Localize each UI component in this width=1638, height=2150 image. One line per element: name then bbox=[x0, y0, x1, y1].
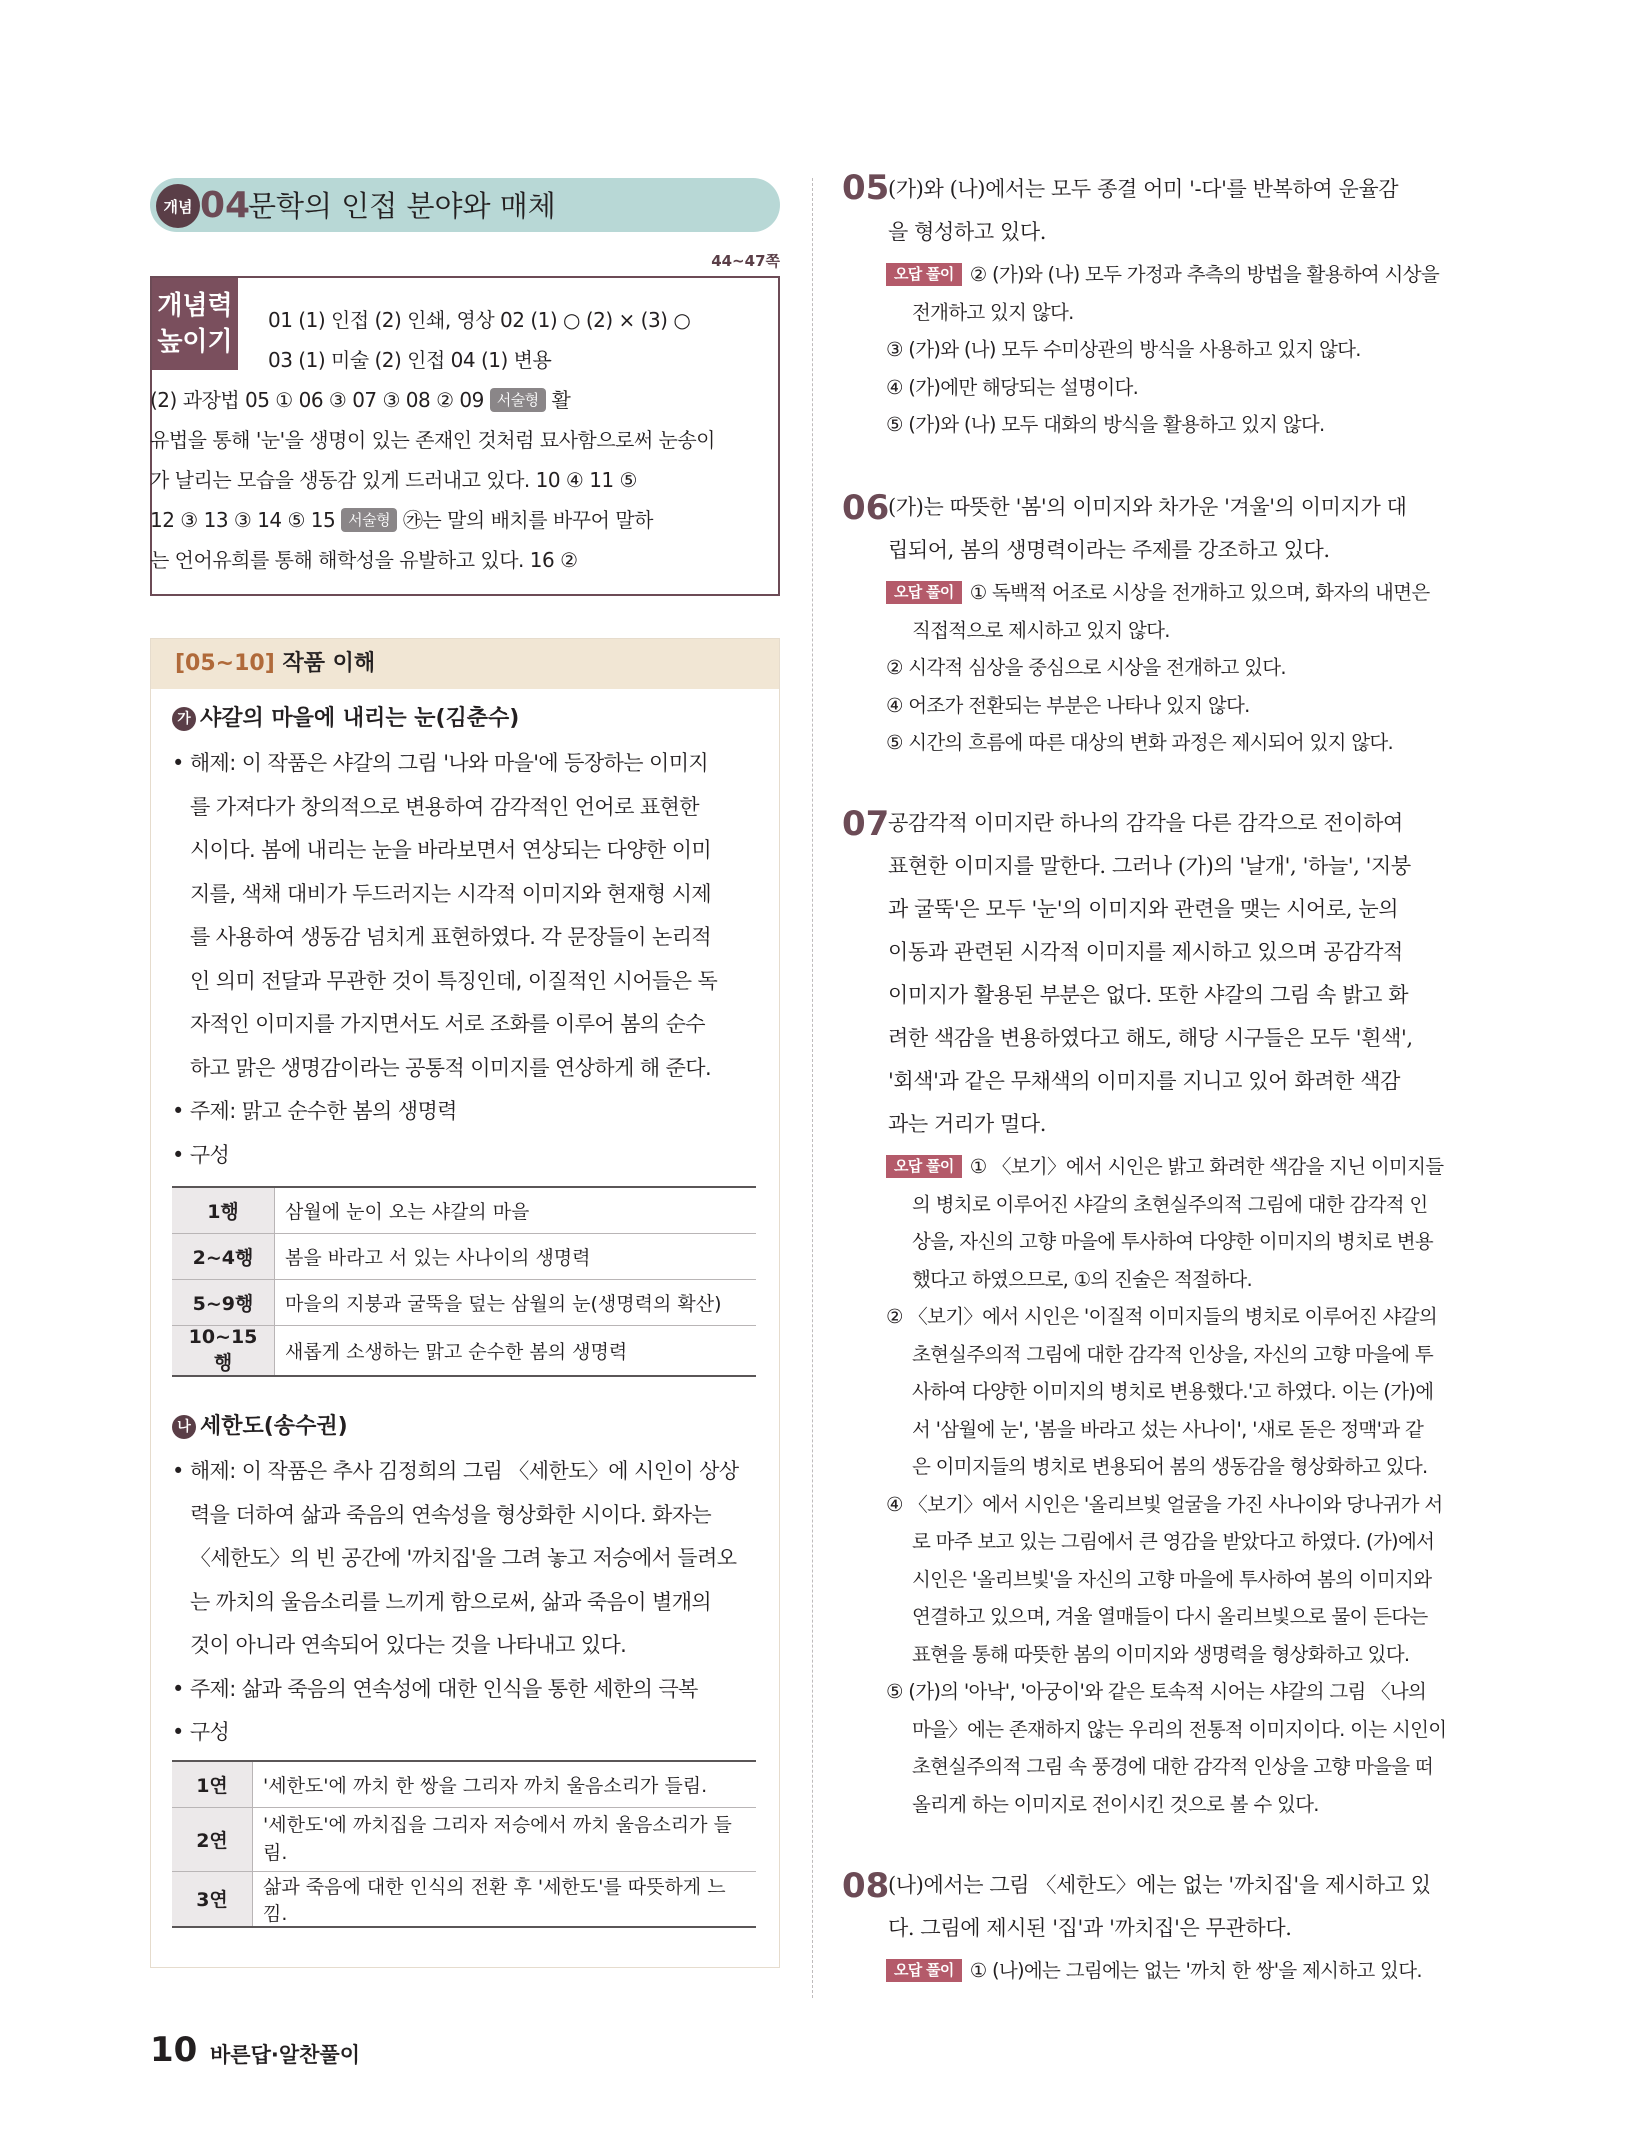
question-08-body bbox=[888, 1864, 1431, 1950]
note-line bbox=[886, 1148, 1446, 1186]
note-line: 서 '삼월에 눈', '봄을 바라고 섰는 사나이', '새로 돋은 정맥'과 같 bbox=[912, 1417, 1424, 1441]
body-line: 〈세한도〉의 빈 공간에 '까치집'을 그려 놓고 저승에서 들려오 bbox=[190, 1546, 737, 1570]
body-line: • 해제: 이 작품은 샤갈의 그림 '나와 마을'에 등장하는 이미지 bbox=[172, 751, 709, 775]
work1-body bbox=[172, 742, 717, 1177]
analysis-title: 작품 이해 bbox=[282, 651, 376, 676]
note-line: 표현을 통해 따뜻한 봄의 이미지와 생명력을 형상화하고 있다. bbox=[912, 1642, 1410, 1666]
note-line bbox=[886, 574, 1429, 612]
unit-title: 문학의 인접 분야와 매체 bbox=[248, 189, 556, 223]
work-title bbox=[172, 1410, 348, 1444]
row-text: 삼월에 눈이 오는 샤갈의 마을 bbox=[275, 1187, 757, 1233]
note-line: 전개하고 있지 않다. bbox=[912, 300, 1074, 324]
row-label: 3연 bbox=[172, 1871, 253, 1927]
work-title-text: 세한도(송수권) bbox=[200, 1414, 348, 1439]
row-text: '세한도'에 까치집을 그리자 저승에서 까치 울음소리가 들림. bbox=[253, 1807, 757, 1871]
row-label: 2~4행 bbox=[172, 1233, 275, 1279]
table-row bbox=[172, 1279, 756, 1325]
note-line: ⑤ (가)와 (나) 모두 대화의 방식을 활용하고 있지 않다. bbox=[886, 413, 1325, 436]
question-06-body bbox=[888, 486, 1407, 572]
question-number: 07 bbox=[842, 804, 890, 844]
work-title-text: 샤갈의 마을에 내리는 눈(김춘수) bbox=[200, 706, 520, 731]
body-line: 를 사용하여 생동감 넘치게 표현하였다. 각 문장들이 논리적 bbox=[190, 925, 712, 949]
question-07-body bbox=[888, 802, 1413, 1146]
table-row bbox=[172, 1325, 756, 1376]
body-line: 력을 더하여 삶과 죽음의 연속성을 형상화한 시이다. 화자는 bbox=[190, 1502, 712, 1527]
wrong-answer-badge: 오답 풀이 bbox=[886, 263, 962, 286]
question-line: (가)와 (나)에서는 모두 종결 어미 '-다'를 반복하여 운율감 bbox=[888, 177, 1399, 201]
unit-badge: 개념 bbox=[156, 184, 200, 228]
answer-line-text: ㉮는 말의 배치를 바꾸어 말하 bbox=[402, 508, 653, 532]
answer-line-text: 활 bbox=[551, 388, 571, 412]
work-title bbox=[172, 702, 519, 736]
answer-label-line1: 개념력 bbox=[157, 291, 233, 321]
table-row bbox=[172, 1871, 756, 1927]
note-text: ① 독백적 어조로 시상을 전개하고 있으며, 화자의 내면은 bbox=[969, 581, 1430, 604]
unit-number: 04 bbox=[200, 185, 251, 226]
note-line: 초현실주의적 그림에 대한 감각적 인상을, 자신의 고향 마을에 투 bbox=[912, 1342, 1434, 1366]
answer-line-text: 12 ③ 13 ③ 14 ⑤ 15 bbox=[150, 508, 336, 532]
essay-badge: 서술형 bbox=[341, 508, 397, 532]
note-line: ④ 어조가 전환되는 부분은 나타나 있지 않다. bbox=[886, 693, 1250, 717]
structure-table bbox=[172, 1760, 756, 1928]
question-line: (가)는 따뜻한 '봄'의 이미지와 차가운 '겨울'의 이미지가 대 bbox=[888, 495, 1407, 519]
table-row bbox=[172, 1233, 756, 1279]
question-line: 표현한 이미지를 말한다. 그러나 (가)의 '날개', '하늘', '지붕 bbox=[888, 854, 1411, 878]
note-line: 로 마주 보고 있는 그림에서 큰 영감을 받았다고 하였다. (가)에서 bbox=[912, 1530, 1435, 1553]
wrong-answer-notes bbox=[886, 1952, 1422, 1990]
page-range: 44~47쪽 bbox=[711, 252, 780, 270]
structure-label: • 구성 bbox=[172, 1142, 230, 1167]
theme-line: • 주제: 맑고 순수한 봄의 생명력 bbox=[172, 1099, 457, 1123]
answer-line: 03 (1) 미술 (2) 인접 04 (1) 변용 bbox=[268, 348, 552, 372]
note-line: 마을〉에는 존재하지 않는 우리의 전통적 이미지이다. 이는 시인이 bbox=[912, 1717, 1447, 1741]
note-line: 직접적으로 제시하고 있지 않다. bbox=[912, 618, 1170, 642]
table-row bbox=[172, 1761, 756, 1807]
note-line: ⑤ (가)의 '아낙', '아궁이'와 같은 토속적 시어는 샤갈의 그림 〈나의 bbox=[886, 1680, 1427, 1703]
wrong-answer-badge: 오답 풀이 bbox=[886, 1959, 962, 1982]
wrong-answer-notes bbox=[886, 256, 1439, 444]
note-line: 은 이미지들의 병치로 변용되어 봄의 생동감을 형상화하고 있다. bbox=[912, 1455, 1428, 1478]
note-line bbox=[886, 256, 1439, 294]
question-line: 을 형성하고 있다. bbox=[888, 220, 1047, 244]
structure-label: • 구성 bbox=[172, 1720, 230, 1744]
answer-line: 01 (1) 인접 (2) 인쇄, 영상 02 (1) ○ (2) × (3) ○ bbox=[268, 308, 691, 332]
question-line: 다. 그림에 제시된 '집'과 '까치집'은 무관하다. bbox=[888, 1916, 1292, 1940]
table-row bbox=[172, 1187, 756, 1233]
question-line: 이미지가 활용된 부분은 없다. 또한 샤갈의 그림 속 밝고 화 bbox=[888, 983, 1409, 1007]
row-text: 마을의 지붕과 굴뚝을 덮는 삼월의 눈(생명력의 확산) bbox=[275, 1279, 757, 1325]
question-line: 립되어, 봄의 생명력이라는 주제를 강조하고 있다. bbox=[888, 538, 1330, 562]
body-line: 지를, 색채 대비가 두드러지는 시각적 이미지와 현재형 시제 bbox=[190, 881, 712, 906]
answer-line bbox=[150, 380, 570, 420]
row-text: 봄을 바라고 서 있는 사나이의 생명력 bbox=[275, 1233, 757, 1279]
answer-line-text: (2) 과장법 05 ① 06 ③ 07 ③ 08 ② 09 bbox=[150, 388, 484, 412]
page-number: 10 bbox=[150, 2030, 198, 2070]
question-05-body bbox=[888, 168, 1398, 254]
note-line: 연결하고 있으며, 겨울 열매들이 다시 올리브빛으로 물이 든다는 bbox=[912, 1605, 1428, 1628]
note-line: 올리게 하는 이미지로 전이시킨 것으로 볼 수 있다. bbox=[912, 1792, 1319, 1816]
wrong-answer-badge: 오답 풀이 bbox=[886, 1155, 962, 1178]
column-divider bbox=[812, 178, 813, 1998]
note-line: ④ (가)에만 해당되는 설명이다. bbox=[886, 375, 1139, 399]
row-label: 1연 bbox=[172, 1761, 253, 1807]
note-text: ① 〈보기〉에서 시인은 밝고 화려한 색감을 지닌 이미지들 bbox=[969, 1155, 1444, 1178]
answer-line: 유법을 통해 '눈'을 생명이 있는 존재인 것처럼 묘사함으로써 눈송이 bbox=[150, 428, 715, 452]
essay-badge: 서술형 bbox=[490, 388, 546, 412]
book-title: 바른답·알찬풀이 bbox=[210, 2043, 360, 2067]
question-number: 06 bbox=[842, 488, 890, 528]
body-line: 것이 아니라 연속되어 있다는 것을 나타내고 있다. bbox=[190, 1633, 627, 1657]
question-line: 공감각적 이미지란 하나의 감각을 다른 감각으로 전이하여 bbox=[888, 811, 1403, 835]
note-line: ② 〈보기〉에서 시인은 '이질적 이미지들의 병치로 이루어진 샤갈의 bbox=[886, 1305, 1437, 1328]
body-line: 시이다. 봄에 내리는 눈을 바라보면서 연상되는 다양한 이미 bbox=[190, 838, 712, 862]
question-number: 08 bbox=[842, 1866, 890, 1906]
analysis-range: [05~10] bbox=[175, 651, 275, 676]
note-line bbox=[886, 1952, 1422, 1990]
wrong-answer-badge: 오답 풀이 bbox=[886, 581, 962, 604]
body-line: 자적인 이미지를 가지면서도 서로 조화를 이루어 봄의 순수 bbox=[190, 1012, 705, 1036]
note-line: 의 병치로 이루어진 샤갈의 초현실주의적 그림에 대한 감각적 인 bbox=[912, 1192, 1428, 1216]
table-row bbox=[172, 1807, 756, 1871]
note-line: ⑤ 시간의 흐름에 따른 대상의 변화 과정은 제시되어 있지 않다. bbox=[886, 731, 1394, 754]
row-text: '세한도'에 까치 한 쌍을 그리자 까치 울음소리가 들림. bbox=[253, 1761, 757, 1807]
question-line: 과 굴뚝'은 모두 '눈'의 이미지와 관련을 맺는 시어로, 눈의 bbox=[888, 897, 1399, 921]
body-line: 하고 맑은 생명감이라는 공통적 이미지를 연상하게 해 준다. bbox=[190, 1055, 712, 1080]
work2-body bbox=[172, 1450, 739, 1755]
note-text: ① (나)에는 그림에는 없는 '까치 한 쌍'을 제시하고 있다. bbox=[969, 1959, 1422, 1982]
row-text: 삶과 죽음에 대한 인식의 전환 후 '세한도'를 따뜻하게 느낌. bbox=[253, 1871, 757, 1927]
note-line: ③ (가)와 (나) 모두 수미상관의 방식을 사용하고 있지 않다. bbox=[886, 338, 1361, 361]
row-text: 새롭게 소생하는 맑고 순수한 봄의 생명력 bbox=[275, 1325, 757, 1376]
body-line: 를 가져다가 창의적으로 변용하여 감각적인 언어로 표현한 bbox=[190, 794, 699, 819]
note-line: 시인은 '올리브빛'을 자신의 고향 마을에 투사하여 봄의 이미지와 bbox=[912, 1567, 1432, 1591]
note-line: ② 시각적 심상을 중심으로 시상을 전개하고 있다. bbox=[886, 656, 1286, 679]
note-text: ② (가)와 (나) 모두 가정과 추측의 방법을 활용하여 시상을 bbox=[969, 263, 1439, 286]
question-line: (나)에서는 그림 〈세한도〉에는 없는 '까치집'을 제시하고 있 bbox=[888, 1873, 1431, 1897]
question-line: 이동과 관련된 시각적 이미지를 제시하고 있으며 공감각적 bbox=[888, 940, 1403, 964]
theme-line: • 주제: 삶과 죽음의 연속성에 대한 인식을 통한 세한의 극복 bbox=[172, 1676, 698, 1701]
wrong-answer-notes bbox=[886, 574, 1429, 762]
note-line: 상을, 자신의 고향 마을에 투사하여 다양한 이미지의 병치로 변용 bbox=[912, 1230, 1434, 1253]
row-label: 1행 bbox=[172, 1187, 275, 1233]
answer-line: 는 언어유희를 통해 해학성을 유발하고 있다. 16 ② bbox=[150, 548, 578, 572]
analysis-heading bbox=[175, 648, 375, 680]
note-line: ④ 〈보기〉에서 시인은 '올리브빛 얼굴을 가진 사나이와 당나귀가 서 bbox=[886, 1492, 1443, 1516]
question-line: 과는 거리가 멀다. bbox=[888, 1112, 1047, 1136]
answer-label-line2: 높이기 bbox=[157, 327, 233, 357]
note-line: 초현실주의적 그림 속 풍경에 대한 감각적 인상을 고향 마을을 떠 bbox=[912, 1755, 1434, 1778]
circle-mark-na: 나 bbox=[172, 1415, 196, 1439]
answer-line: 가 날리는 모습을 생동감 있게 드러내고 있다. 10 ④ 11 ⑤ bbox=[150, 468, 637, 492]
note-line: 사하여 다양한 이미지의 병치로 변용했다.'고 하였다. 이는 (가)에 bbox=[912, 1380, 1434, 1403]
body-line: • 해제: 이 작품은 추사 김정희의 그림 〈세한도〉에 시인이 상상 bbox=[172, 1459, 739, 1483]
row-label: 2연 bbox=[172, 1807, 253, 1871]
answer-box-label bbox=[152, 278, 238, 370]
wrong-answer-notes bbox=[886, 1148, 1446, 1823]
answer-line bbox=[150, 500, 653, 540]
note-line: 했다고 하였으므로, ①의 진술은 적절하다. bbox=[912, 1267, 1252, 1291]
row-label: 10~15행 bbox=[172, 1325, 275, 1376]
question-number: 05 bbox=[842, 168, 890, 208]
row-label: 5~9행 bbox=[172, 1279, 275, 1325]
question-line: '회색'과 같은 무채색의 이미지를 지니고 있어 화려한 색감 bbox=[888, 1069, 1401, 1093]
question-line: 려한 색감을 변용하였다고 해도, 해당 시구들은 모두 '흰색', bbox=[888, 1026, 1413, 1050]
circle-mark-ga: 가 bbox=[172, 707, 196, 731]
body-line: 인 의미 전달과 무관한 것이 특징인데, 이질적인 시어들은 독 bbox=[190, 968, 718, 993]
body-line: 는 까치의 울음소리를 느끼게 함으로써, 삶과 죽음이 별개의 bbox=[190, 1589, 712, 1614]
structure-table bbox=[172, 1186, 756, 1377]
